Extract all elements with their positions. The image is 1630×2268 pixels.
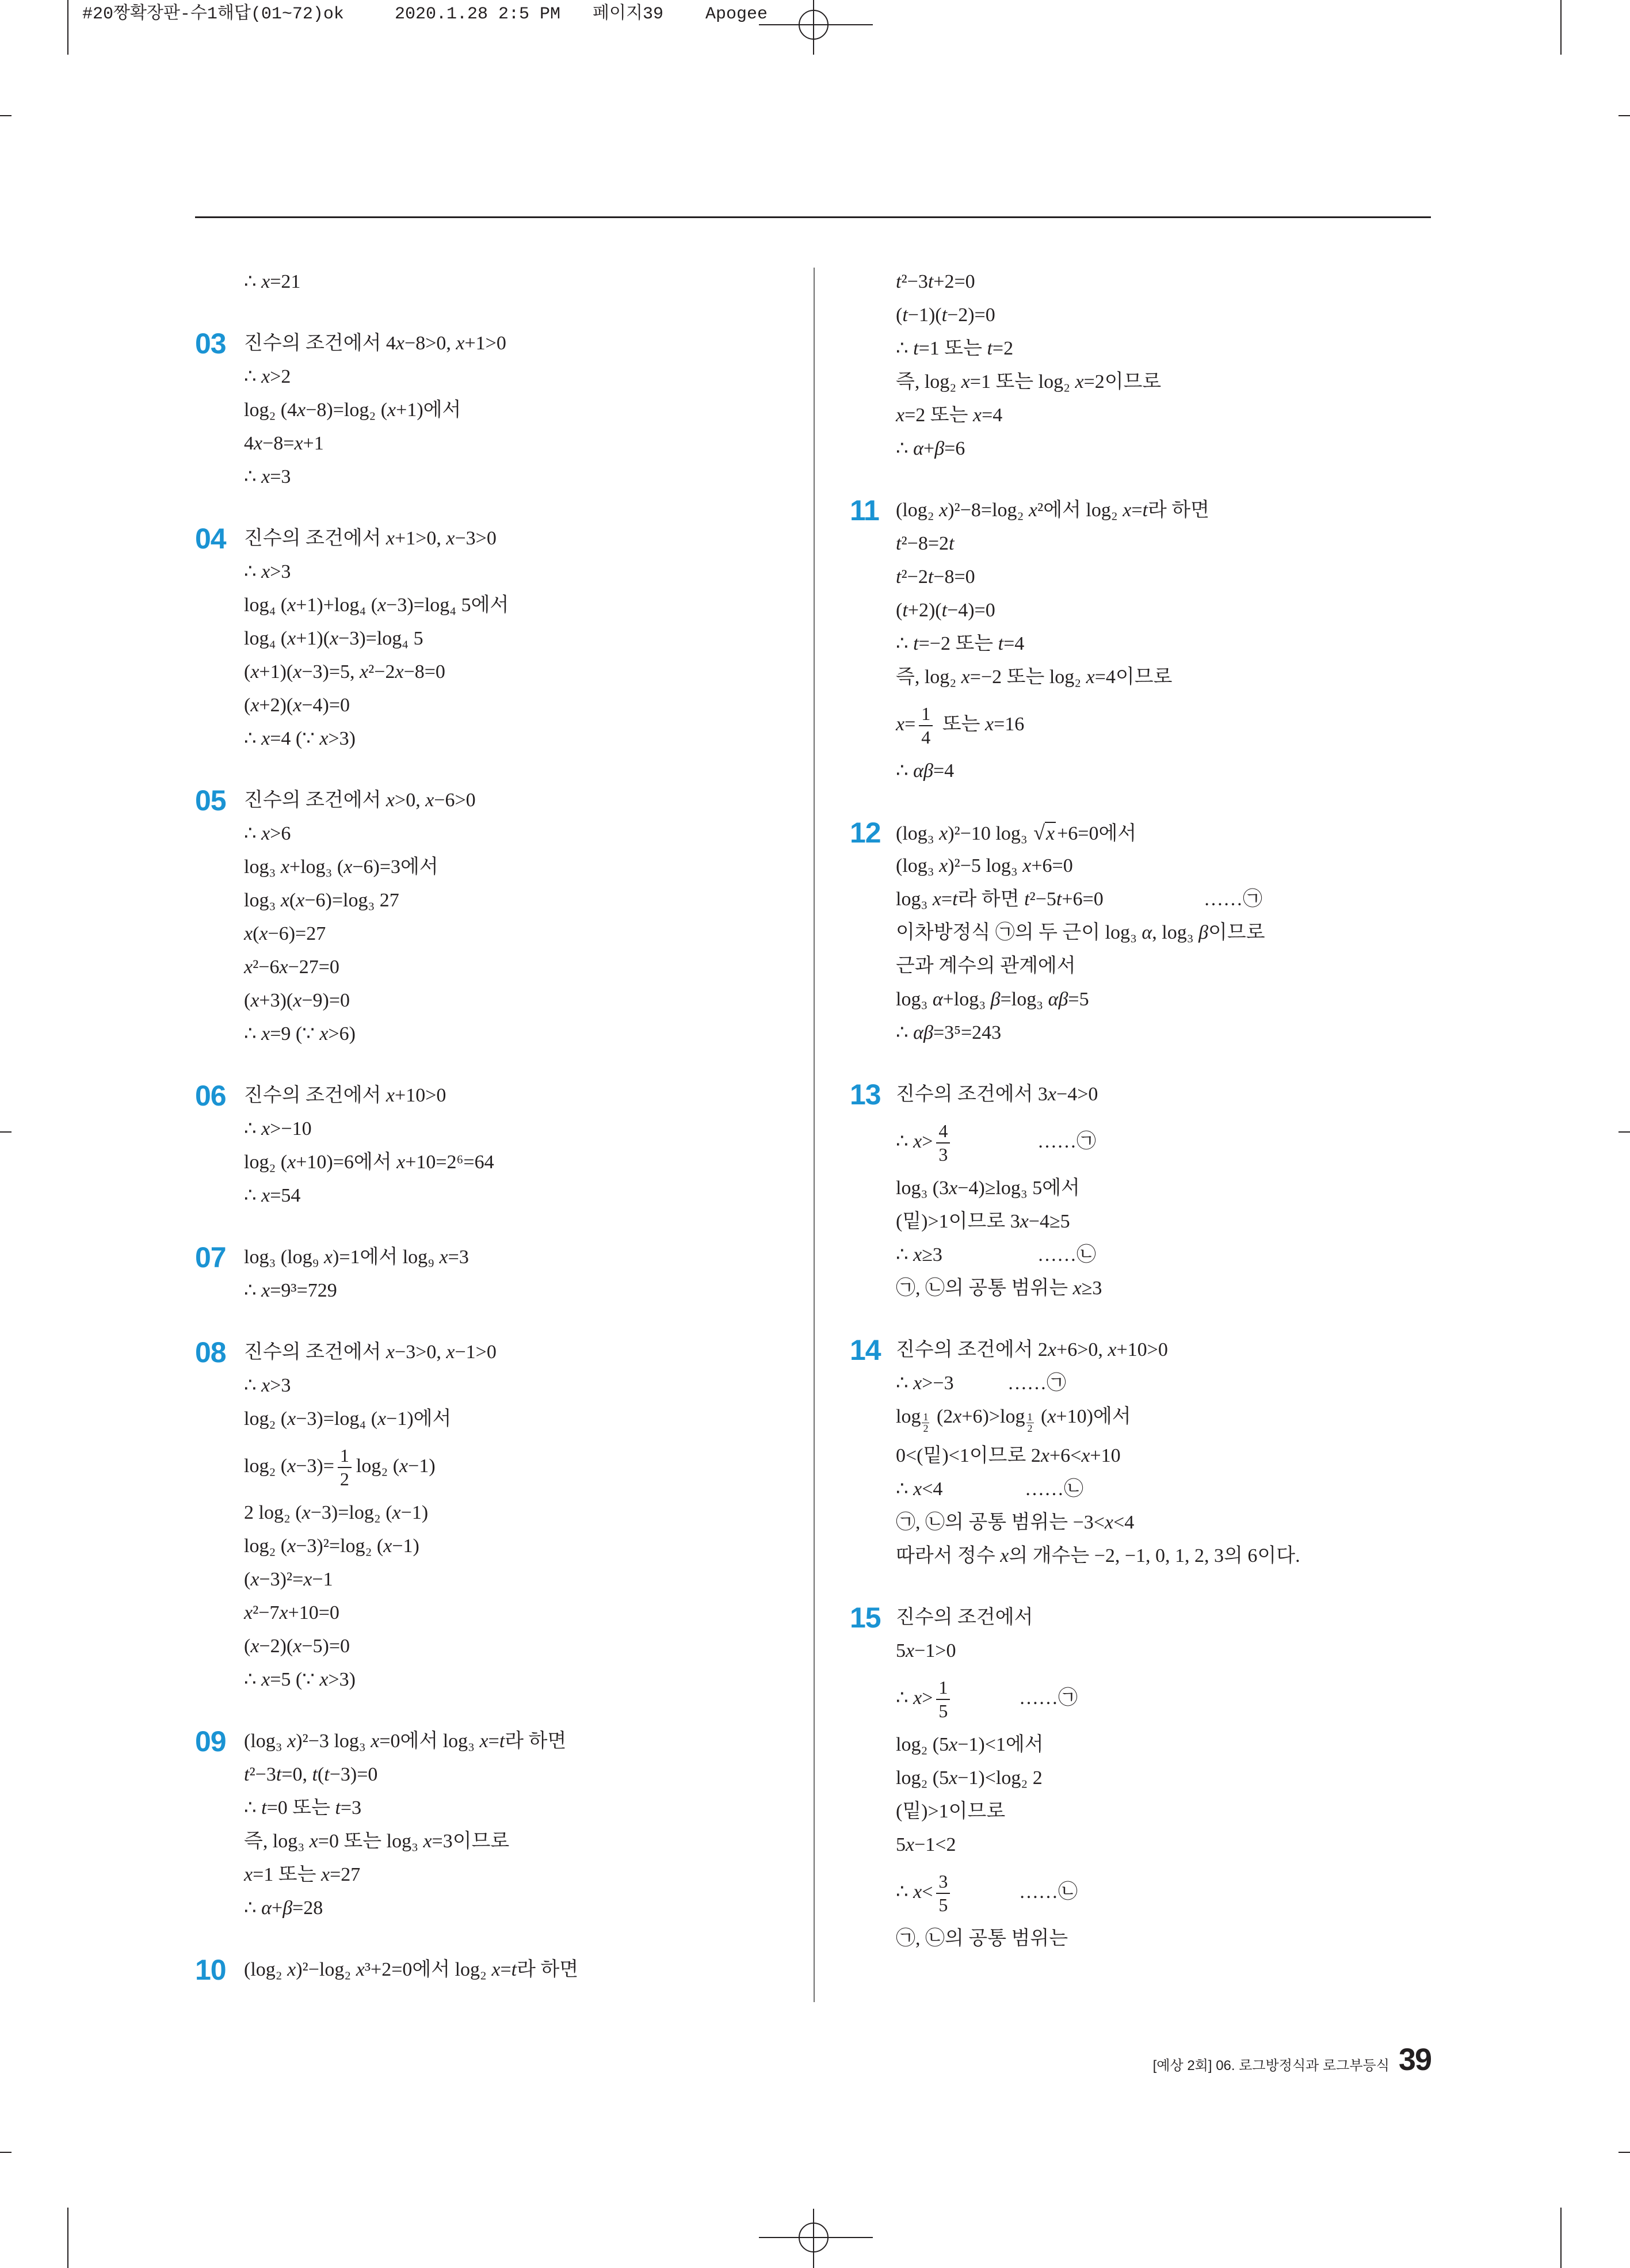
solution-05	[195, 784, 805, 1051]
solution-line: 진수의 조건에서 2x+6>0, x+10>0	[896, 1339, 1168, 1360]
solution-line: (log₂ x)²−log₂ x³+2=0에서 log₂ x=t라 하면	[244, 1959, 579, 1980]
expression-text: (2x+6)>log	[932, 1406, 1025, 1427]
solution-line: x=1 또는 x=27	[244, 1864, 361, 1885]
solution-line: ∴ αβ=4	[896, 760, 955, 782]
fraction-denominator: 5	[938, 1895, 948, 1916]
fraction	[936, 1677, 950, 1722]
expression-text: log₂ (x−3)=	[244, 1455, 334, 1477]
solution-line: (밑)>1이므로	[896, 1801, 1006, 1822]
expression-text: log₃ x=t라 하면 t²−5t+6=0	[896, 889, 1104, 910]
solution-line-labeled	[896, 883, 1431, 916]
fraction-numerator: 1	[919, 703, 933, 726]
solution-11	[850, 494, 1431, 788]
expression-text: +6=0에서	[1057, 823, 1137, 844]
solution-line: ㉠, ㉡의 공통 범위는 −3<x<4	[896, 1512, 1135, 1533]
solution-line: 진수의 조건에서 3x−4>0	[896, 1084, 1098, 1105]
solution-line: 즉, log₂ x=−2 또는 log₂ x=4이므로	[896, 666, 1173, 688]
solution-line: (x−2)(x−5)=0	[244, 1636, 350, 1657]
solution-line: (log₂ x)²−8=log₂ x²에서 log₂ x=t라 하면	[896, 500, 1209, 521]
solution-line: ∴ x>2	[244, 366, 291, 387]
solution-04	[195, 522, 805, 756]
solution-line: ∴ x>3	[244, 1375, 291, 1396]
solution-line: x=2 또는 x=4	[896, 405, 1003, 426]
solution-line: 진수의 조건에서 x−3>0, x−1>0	[244, 1341, 497, 1363]
problem-number: 11	[850, 494, 879, 527]
solution-line: log₂ (4x−8)=log₂ (x+1)에서	[244, 399, 461, 421]
solution-line: 즉, log₃ x=0 또는 log₃ x=3이므로	[244, 1831, 510, 1852]
solution-08	[195, 1336, 805, 1697]
solution-line: log₂ (x−3)=log₄ (x−1)에서	[244, 1408, 452, 1430]
problem-number: 10	[195, 1954, 226, 1986]
solution-line: 따라서 정수 x의 개수는 −2, −1, 0, 1, 2, 3의 6이다.	[896, 1545, 1300, 1566]
solution-line-radical	[896, 816, 1431, 849]
expression-text: ∴ x>	[896, 1131, 933, 1152]
subscript-fraction	[1026, 1412, 1034, 1434]
left-column	[195, 265, 805, 1987]
solution-line-labeled	[896, 1367, 1431, 1400]
expression-text: (log₃ x)²−10 log₃	[896, 823, 1033, 844]
fraction-denominator: 2	[1027, 1423, 1033, 1434]
solution-line-fraction	[896, 694, 1431, 754]
solution-line: ∴ α+β=28	[244, 1897, 323, 1919]
page-number: 39	[1398, 2042, 1431, 2077]
expression-text: ∴ x≥3	[896, 1244, 942, 1265]
solution-line: 근과 계수의 관계에서	[896, 955, 1076, 977]
solution-line-fraction	[244, 1436, 805, 1496]
problem-number: 14	[850, 1334, 881, 1366]
fraction-numerator: 1	[1027, 1411, 1033, 1423]
solution-line: t²−3t=0, t(t−3)=0	[244, 1764, 378, 1785]
solution-line-fraction	[896, 1111, 1431, 1172]
expression-text: ∴ x<4	[896, 1478, 943, 1500]
fraction	[919, 703, 933, 748]
solution-line: (log₃ x)²−5 log₃ x+6=0	[896, 855, 1073, 876]
solution-10	[195, 1953, 805, 1987]
solution-line: log₂ (5x−1)<1에서	[896, 1734, 1044, 1755]
solution-line: ∴ t=−2 또는 t=4	[896, 633, 1025, 654]
solution-line: ∴ t=1 또는 t=2	[896, 338, 1014, 359]
right-column	[850, 265, 1431, 1956]
problem-number: 08	[195, 1336, 226, 1369]
solution-line: t²−2t−8=0	[896, 566, 975, 588]
page-footer	[1153, 2042, 1431, 2078]
equation-label: ……㉠	[1019, 1687, 1078, 1709]
solution-line: (x+2)(x−4)=0	[244, 695, 350, 716]
solution-line: log₂ (5x−1)<log₂ 2	[896, 1767, 1043, 1789]
solution-line: ∴ x=21	[244, 271, 301, 292]
problem-number: 09	[195, 1725, 226, 1758]
expression-text: x=	[896, 714, 916, 735]
solution-line: (x+1)(x−3)=5, x²−2x−8=0	[244, 661, 445, 683]
expression-text: log	[896, 1406, 921, 1427]
radicand: x	[1046, 823, 1055, 844]
expression-text: ∴ x>−3	[896, 1373, 954, 1394]
solution-line: 이차방정식 ㉠의 두 근이 log₃ α, log₃ β이므로	[896, 922, 1265, 943]
solution-line: log₃ (3x−4)≥log₃ 5에서	[896, 1177, 1080, 1199]
solution-line: ∴ x>6	[244, 823, 291, 844]
solution-06	[195, 1079, 805, 1213]
solution-line: 진수의 조건에서	[896, 1607, 1033, 1628]
fraction-numerator: 3	[936, 1871, 950, 1894]
radical-sign: √	[1033, 821, 1045, 844]
solution-line: ∴ x=9³=729	[244, 1280, 337, 1301]
solution-line: (t+2)(t−4)=0	[896, 600, 995, 621]
solution-line: (log₃ x)²−3 log₃ x=0에서 log₃ x=t라 하면	[244, 1730, 567, 1752]
solution-line: ∴ α+β=6	[896, 438, 965, 459]
problem-number: 13	[850, 1078, 881, 1111]
solution-line: 진수의 조건에서 x+10>0	[244, 1085, 446, 1106]
slug-datetime: 2020.1.28 2:5 PM	[395, 5, 561, 24]
solution-line: ∴ t=0 또는 t=3	[244, 1797, 362, 1819]
solution-line: x(x−6)=27	[244, 923, 326, 944]
solution-13	[850, 1078, 1431, 1305]
problem-number: 05	[195, 784, 226, 817]
solution-line: ∴ αβ=3⁵=243	[896, 1022, 1002, 1043]
solution-line: log₂ (x+10)=6에서 x+10=2⁶=64	[244, 1152, 494, 1173]
solution-12	[850, 816, 1431, 1050]
problem-number: 04	[195, 523, 226, 555]
fraction-numerator: 1	[923, 1411, 929, 1423]
problem-number: 07	[195, 1241, 226, 1274]
solution-line: ∴ x=54	[244, 1185, 301, 1206]
solution-line-labeled	[896, 1473, 1431, 1506]
solution-line: 진수의 조건에서 4x−8>0, x+1>0	[244, 333, 506, 354]
slug-app-name: Apogee	[705, 5, 768, 24]
solution-line: ㉠, ㉡의 공통 범위는 x≥3	[896, 1278, 1102, 1299]
solution-line: ∴ x=5 (∵ x>3)	[244, 1669, 356, 1690]
solution-line: ∴ x>−10	[244, 1118, 312, 1139]
solution-line: x²−6x−27=0	[244, 956, 339, 978]
solution-line-log-base-fraction	[896, 1400, 1431, 1434]
equation-label: ……㉠	[1204, 889, 1262, 910]
equation-label: ……㉡	[1037, 1244, 1096, 1265]
solution-line: t²−8=2t	[896, 533, 955, 554]
fraction-numerator: 4	[936, 1120, 950, 1143]
expression-text: (x+10)에서	[1036, 1406, 1131, 1427]
solution-line: 5x−1<2	[896, 1834, 956, 1855]
column-divider	[814, 268, 815, 2002]
equation-label: ……㉡	[1019, 1881, 1078, 1903]
solution-09	[195, 1725, 805, 1925]
running-title: [예상 2회] 06. 로그방정식과 로그부등식	[1152, 2058, 1389, 2073]
solution-line: (t−1)(t−2)=0	[896, 304, 995, 326]
solution-line-fraction	[896, 1668, 1431, 1728]
fraction-denominator: 3	[938, 1144, 948, 1165]
solution-line: (x+3)(x−9)=0	[244, 990, 350, 1011]
solution-line: log₃ (log₉ x)=1에서 log₉ x=3	[244, 1247, 469, 1268]
solution-line: log₃ x(x−6)=log₃ 27	[244, 890, 399, 911]
solution-07	[195, 1241, 805, 1308]
solution-line-fraction	[896, 1862, 1431, 1922]
problem-number: 06	[195, 1080, 226, 1112]
solution-line: 0<(밑)<1이므로 2x+6<x+10	[896, 1445, 1121, 1466]
solution-15	[850, 1601, 1431, 1956]
solution-line: ㉠, ㉡의 공통 범위는	[896, 1928, 1068, 1949]
subscript-fraction	[922, 1412, 929, 1434]
expression-text: log₂ (x−1)	[356, 1455, 436, 1477]
solution-line: log₄ (x+1)(x−3)=log₄ 5	[244, 628, 423, 649]
solution-03	[195, 327, 805, 494]
slug-file-name: #20짱확장판-수1해답(01~72)ok	[82, 5, 344, 24]
solution-line: 4x−8=x+1	[244, 433, 324, 454]
fraction-denominator: 2	[339, 1469, 349, 1490]
expression-text: ∴ x<	[896, 1881, 933, 1903]
solution-line: 즉, log₂ x=1 또는 log₂ x=2이므로	[896, 371, 1162, 392]
solution-line: (밑)>1이므로 3x−4≥5	[896, 1211, 1070, 1232]
fraction-denominator: 2	[923, 1423, 929, 1434]
expression-text: 또는 x=16	[937, 714, 1025, 735]
fraction-denominator: 5	[938, 1701, 948, 1722]
top-rule	[195, 216, 1431, 218]
equation-label: ……㉠	[1037, 1131, 1096, 1152]
solution-line: log₃ x+log₃ (x−6)=3에서	[244, 856, 438, 878]
problem-number: 15	[850, 1602, 881, 1634]
solution-line: ∴ x=4 (∵ x>3)	[244, 728, 356, 749]
solution-line: log₄ (x+1)+log₄ (x−3)=log₄ 5에서	[244, 594, 509, 616]
problem-number: 12	[850, 817, 881, 849]
solution-line-labeled	[896, 1238, 1431, 1272]
solution-14	[850, 1333, 1431, 1573]
fraction	[936, 1120, 950, 1165]
fraction-denominator: 4	[921, 727, 931, 748]
solution-line: ∴ x=9 (∵ x>6)	[244, 1023, 356, 1045]
fraction-numerator: 1	[338, 1445, 352, 1468]
fraction-numerator: 1	[936, 1677, 950, 1700]
fraction	[936, 1871, 950, 1916]
solution-line: log₂ (x−3)²=log₂ (x−1)	[244, 1535, 419, 1557]
solution-line: 진수의 조건에서 x>0, x−6>0	[244, 790, 476, 811]
solution-line: 2 log₂ (x−3)=log₂ (x−1)	[244, 1502, 429, 1523]
solution-line: log₃ α+log₃ β=log₃ αβ=5	[896, 989, 1089, 1010]
expression-text: ∴ x>	[896, 1687, 933, 1709]
solution-10-continued	[850, 265, 1431, 466]
problem-number: 03	[195, 327, 226, 360]
equation-label: ……㉡	[1025, 1478, 1083, 1500]
equation-label: ……㉠	[1007, 1373, 1066, 1394]
solution-line: (x−3)²=x−1	[244, 1569, 333, 1590]
solution-line: ∴ x=3	[244, 466, 291, 487]
solution-02-continued	[195, 265, 805, 299]
solution-line: 5x−1>0	[896, 1640, 956, 1661]
solution-line: t²−3t+2=0	[896, 271, 975, 292]
fraction	[338, 1445, 352, 1490]
solution-line: ∴ x>3	[244, 561, 291, 582]
slug-page-label: 페이지39	[593, 5, 663, 24]
solution-line: 진수의 조건에서 x+1>0, x−3>0	[244, 528, 497, 549]
solution-line: x²−7x+10=0	[244, 1602, 339, 1623]
